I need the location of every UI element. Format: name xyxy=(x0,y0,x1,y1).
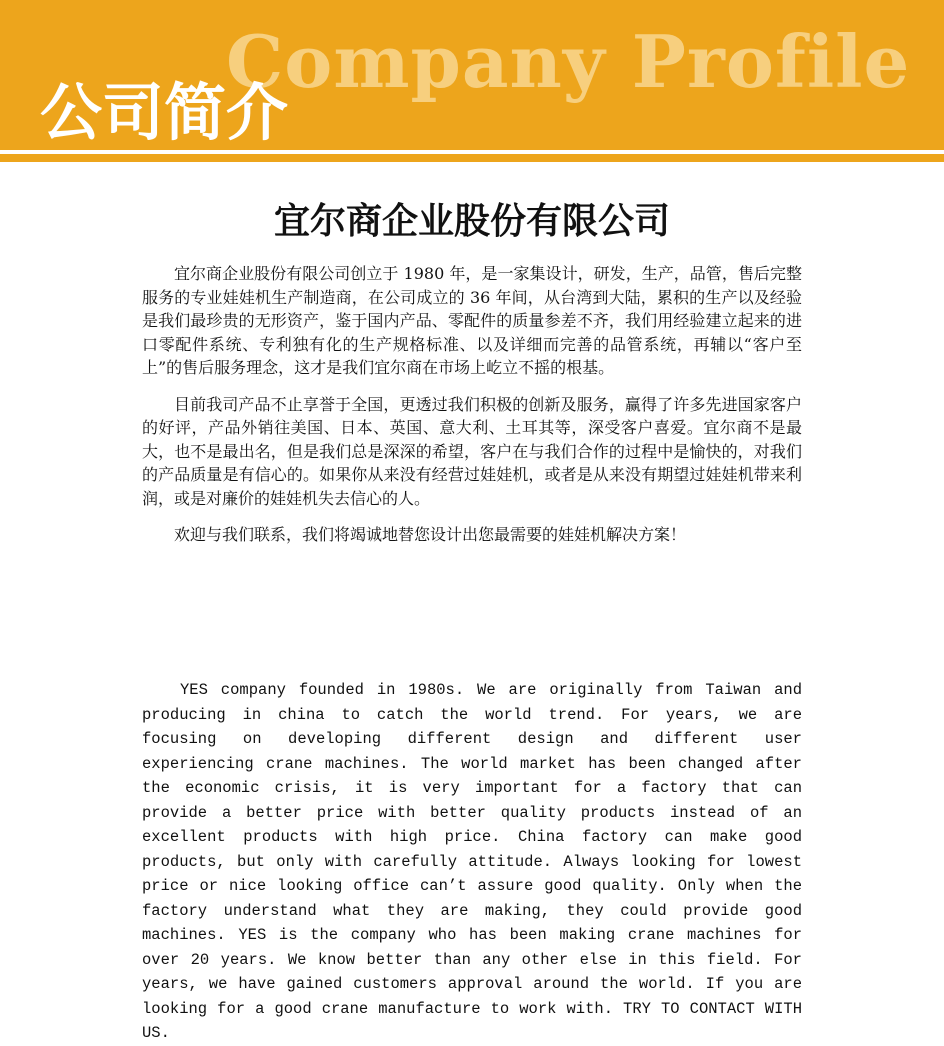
en-paragraph: YES company founded in 1980s. We are originally from Taiwan and producing in china to catch the world trend. For years, we are focusing on developing different design and different user experiencing crane machines. The world market has been changed after the economic crisis, it is very important for a factory that can provide a better price with better quality products instead of an excellent products with high price. China factory can make good products, but only with carefully attitude. Always looking for lowest price or nice looking office can’t assure good quality. Only when the factory understand what they are making, they could provide good machines. YES is the company who has been making crane machines for over 20 years. We know better than any other else in this field. For years, we have gained customers approval around the world. If you are looking for a good crane manufacture to work with. TRY TO CONTACT WITH US. xyxy=(142,681,802,1042)
cn-paragraph: 目前我司产品不止享誉于全国，更透过我们积极的创新及服务，赢得了许多先进国家客户的好评，产品外销往美国、日本、英国、意大利、土耳其等，深受客户喜爱。宜尔商不是最大，也不是最出名，但是我们总是深深的希望，客户在与我们合作的过程中是愉快的，对我们的产品质量是有信心的。如果你从来没有经营过娃娃机，或者是从来没有期望过娃娃机带来利润，或是对廉价的娃娃机失去信心的人。 xyxy=(142,394,802,508)
english-body xyxy=(142,678,802,1046)
header-banner xyxy=(0,0,944,150)
company-name-heading: 宜尔商企业股份有限公司 xyxy=(273,201,670,242)
chinese-body xyxy=(142,262,802,560)
header-english-title: Company Profile xyxy=(226,19,911,104)
header-divider-orange xyxy=(0,154,944,162)
cn-paragraph: 宜尔商企业股份有限公司创立于 1980 年，是一家集设计，研发，生产，品管，售后完整服务的专业娃娃机生产制造商，在公司成立的 36 年间，从台湾到大陆，累积的生产以及经验是我们最珍贵的无形资产，鉴于国内产品、零配件的质量参差不齐，我们用经验建立起来的进口零配件系统、专利独有化的生产规格标准、以及详细而完善的品管系统，再辅以“客户至上”的售后服务理念，这才是我们宜尔商在市场上屹立不摇的根基。 xyxy=(142,264,802,377)
header-chinese-title: 公司简介 xyxy=(40,76,289,149)
cn-paragraph: 欢迎与我们联系，我们将竭诚地替您设计出您最需要的娃娃机解决方案！ xyxy=(174,525,687,544)
